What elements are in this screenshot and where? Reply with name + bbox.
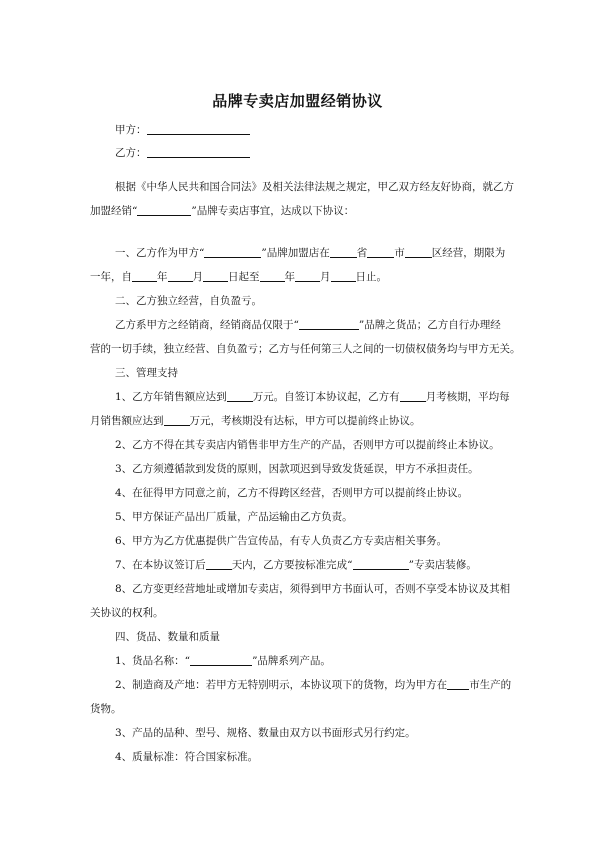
section-4-heading: 四、货品、数量和质量 bbox=[115, 631, 220, 643]
section-2-heading: 二、乙方独立经营，自负盈亏。 bbox=[115, 295, 262, 307]
intro-line-1: 根据《中华人民共和国合同法》及相关法律法规之规定，甲乙双方经友好协商，就乙方 bbox=[115, 181, 514, 193]
brand-blank[interactable] bbox=[137, 204, 191, 216]
clause-1-text: 一、乙方作为甲方“ bbox=[115, 247, 205, 259]
clause-1-line-1 bbox=[115, 246, 505, 260]
clause-1-text: 月 bbox=[192, 271, 203, 283]
end-year-blank[interactable] bbox=[260, 270, 285, 282]
clause-1-text: 日起至 bbox=[228, 271, 260, 283]
section-3-item-4: 4、在征得甲方同意之前，乙方不得跨区经营，否则甲方可以提前终止协议。 bbox=[115, 487, 469, 499]
clause-1-line-2 bbox=[90, 270, 387, 284]
section-3-item-1-line-2 bbox=[90, 414, 421, 428]
product-name-blank[interactable] bbox=[190, 654, 252, 666]
clause-1-text: 年 bbox=[157, 271, 168, 283]
party-a-label: 甲方： bbox=[115, 124, 147, 136]
clause-1-text: 一年，自 bbox=[90, 271, 132, 283]
section-2-text: ”品牌之货品；乙方自行办理经 bbox=[358, 319, 501, 331]
district-blank[interactable] bbox=[405, 246, 432, 258]
intro-text-b: ”品牌专卖店事宜，达成以下协议： bbox=[191, 205, 355, 217]
section-2-line-1 bbox=[115, 318, 501, 332]
clause-1-text: 区经营，期限为 bbox=[431, 247, 506, 259]
section-4-text: ”品牌系列产品。 bbox=[252, 655, 331, 667]
section-4-item-1 bbox=[115, 654, 331, 668]
clause-1-text: ”品牌加盟店在 bbox=[261, 247, 330, 259]
section-3-text: 1、乙方年销售额应达到 bbox=[115, 391, 227, 403]
section-4-text: 2、制造商及产地：若甲方无特别明示，本协议项下的货物，均为甲方在 bbox=[115, 679, 448, 691]
intro-line-2 bbox=[90, 204, 354, 218]
start-year-blank[interactable] bbox=[132, 270, 157, 282]
section-3-item-6: 6、甲方为乙方优惠提供广告宣传品，有专人负责乙方专卖店相关事务。 bbox=[115, 535, 448, 547]
section-3-text: ”专卖店装修。 bbox=[408, 559, 477, 571]
section-3-item-1-line-1 bbox=[115, 390, 510, 404]
clause-1-text: 日止。 bbox=[355, 271, 387, 283]
brand-blank[interactable] bbox=[299, 318, 359, 330]
section-4-text: 1、货品名称：“ bbox=[115, 655, 191, 667]
section-3-text: 7、在本协议签订后 bbox=[115, 559, 206, 571]
party-a-blank[interactable] bbox=[147, 123, 250, 135]
start-month-blank[interactable] bbox=[168, 270, 193, 282]
brand-blank[interactable] bbox=[204, 246, 261, 258]
section-4-item-2-line-2: 货物。 bbox=[90, 703, 122, 715]
section-2-line-2: 营的一切手续，独立经营、自负盈亏；乙方与任何第三人之间的一切债权债务均与甲方无关。 bbox=[90, 343, 521, 355]
section-3-item-8-line-2: 关协议的权利。 bbox=[90, 607, 164, 619]
section-3-heading: 三、管理支持 bbox=[115, 367, 178, 379]
document-title: 品牌专卖店加盟经销协议 bbox=[212, 92, 383, 110]
province-blank[interactable] bbox=[330, 246, 357, 258]
assessment-period-blank[interactable] bbox=[400, 390, 426, 402]
production-city-blank[interactable] bbox=[447, 678, 469, 690]
section-3-item-8-line-1: 8、乙方变更经营地址或增加专卖店，须得到甲方书面认可，否则不享受本协议及其相 bbox=[115, 583, 511, 595]
start-day-blank[interactable] bbox=[203, 270, 228, 282]
clause-1-text: 月 bbox=[320, 271, 331, 283]
section-3-text: 天内，乙方要按标准完成“ bbox=[231, 559, 353, 571]
city-blank[interactable] bbox=[367, 246, 394, 258]
brand-blank[interactable] bbox=[353, 558, 409, 570]
end-month-blank[interactable] bbox=[295, 270, 320, 282]
party-b-blank[interactable] bbox=[147, 146, 250, 158]
party-b-line bbox=[115, 146, 250, 160]
section-3-item-2: 2、乙方不得在其专卖店内销售非甲方生产的产品，否则甲方可以提前终止本协议。 bbox=[115, 439, 500, 451]
party-a-line bbox=[115, 123, 250, 137]
annual-sales-blank[interactable] bbox=[227, 390, 253, 402]
section-4-item-4: 4、质量标准：符合国家标准。 bbox=[115, 751, 259, 763]
section-3-text: 月销售额应达到 bbox=[90, 415, 164, 427]
section-2-text: 乙方系甲方之经销商，经销商品仅限于“ bbox=[115, 319, 299, 331]
clause-1-text: 年 bbox=[284, 271, 295, 283]
section-4-item-2-line-1 bbox=[115, 678, 511, 692]
intro-text-a: 加盟经销“ bbox=[90, 205, 138, 217]
section-3-item-3: 3、乙方须遵循款到发货的原则，因款项迟到导致发货延误，甲方不承担责任。 bbox=[115, 463, 479, 475]
party-b-label: 乙方： bbox=[115, 147, 147, 159]
days-blank[interactable] bbox=[206, 558, 232, 570]
monthly-sales-blank[interactable] bbox=[164, 414, 190, 426]
section-4-text: 市生产的 bbox=[469, 679, 512, 691]
clause-1-text: 省 bbox=[356, 247, 368, 259]
section-3-text: 月考核期，平均每 bbox=[425, 391, 510, 403]
section-4-item-3: 3、产品的品种、型号、规格、数量由双方以书面形式另行约定。 bbox=[115, 727, 416, 739]
clause-1-text: 市 bbox=[394, 247, 405, 259]
end-day-blank[interactable] bbox=[331, 270, 356, 282]
section-3-text: 万元。自签订本协议起，乙方有 bbox=[252, 391, 400, 403]
section-3-item-5: 5、甲方保证产品出厂质量，产品运输由乙方负责。 bbox=[115, 511, 353, 523]
section-3-text: 万元，考核期没有达标，甲方可以提前终止协议。 bbox=[189, 415, 421, 427]
section-3-item-7 bbox=[115, 558, 477, 572]
